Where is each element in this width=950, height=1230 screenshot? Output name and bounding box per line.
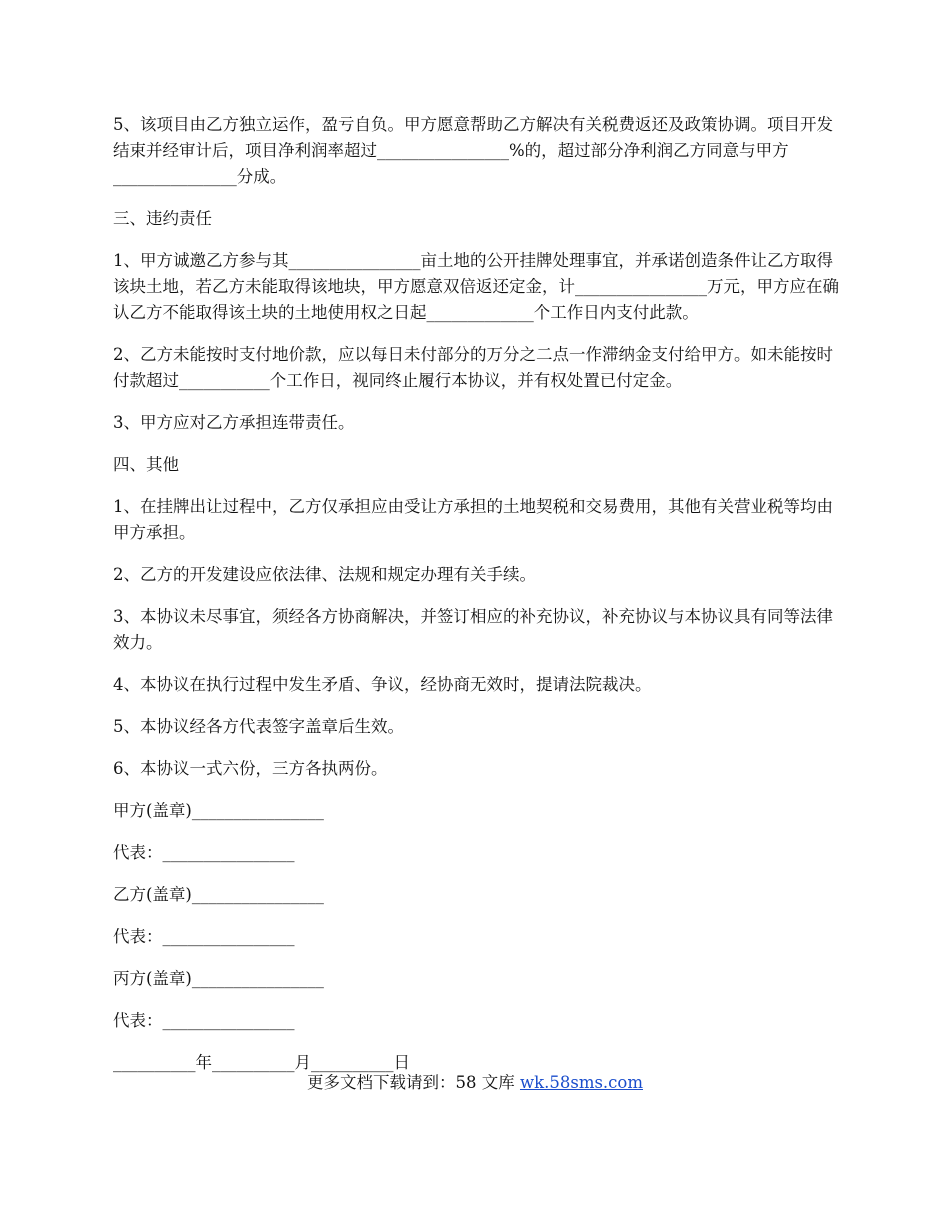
footer-link[interactable]: wk.58sms.com <box>519 1073 643 1092</box>
date-line: __________年__________月__________日 <box>113 1053 410 1072</box>
footer <box>0 1070 950 1096</box>
representative-party-a: 代表：________________ <box>113 843 295 862</box>
clause-breach-2: 2、乙方未能按时支付地价款，应以每日未付部分的万分之二点一作滞纳金支付给甲方。如未能按时付款超过___________个工作日，视同终止履行本协议，并有权处置已付定金。 <box>113 345 833 390</box>
signature-party-b: 乙方(盖章)________________ <box>113 885 324 904</box>
representative-party-c: 代表：________________ <box>113 1011 295 1030</box>
clause-other-6: 6、本协议一式六份，三方各执两份。 <box>113 759 388 778</box>
clause-other-3: 3、本协议未尽事宜，须经各方协商解决，并签订相应的补充协议，补充协议与本协议具有同等法律效力。 <box>113 607 833 652</box>
representative-party-b: 代表：________________ <box>113 927 295 946</box>
footer-text: 更多文档下载请到：58 文库 <box>306 1073 520 1092</box>
clause-profit-sharing: 5、该项目由乙方独立运作，盈亏自负。甲方愿意帮助乙方解决有关税费返还及政策协调。项目开发结束并经审计后，项目净利润率超过________________%的，超过部分净利润乙方同意与甲方_______________分成。 <box>113 115 833 186</box>
clause-other-1: 1、在挂牌出让过程中，乙方仅承担应由受让方承担的土地契税和交易费用，其他有关营业税等均由甲方承担。 <box>113 497 833 542</box>
clause-other-5: 5、本协议经各方代表签字盖章后生效。 <box>113 717 404 736</box>
clause-breach-1: 1、甲方诚邀乙方参与其________________亩土地的公开挂牌处理事宜，并承诺创造条件让乙方取得该块土地，若乙方未能取得该地块，甲方愿意双倍返还定金，计________________万元，甲方应在确认乙方不能取得该土块的土地使用权之日起_____________个工作日内支付此款。 <box>113 251 839 322</box>
clause-other-4: 4、本协议在执行过程中发生矛盾、争议，经协商无效时，提请法院裁决。 <box>113 675 652 694</box>
clause-breach-3: 3、甲方应对乙方承担连带责任。 <box>113 413 355 432</box>
signature-party-a: 甲方(盖章)________________ <box>113 801 324 820</box>
section-heading-breach: 三、违约责任 <box>113 209 212 228</box>
clause-other-2: 2、乙方的开发建设应依法律、法规和规定办理有关手续。 <box>113 565 536 584</box>
signature-party-c: 丙方(盖章)________________ <box>113 969 324 988</box>
document-body <box>113 112 843 1092</box>
section-heading-other: 四、其他 <box>113 455 179 474</box>
